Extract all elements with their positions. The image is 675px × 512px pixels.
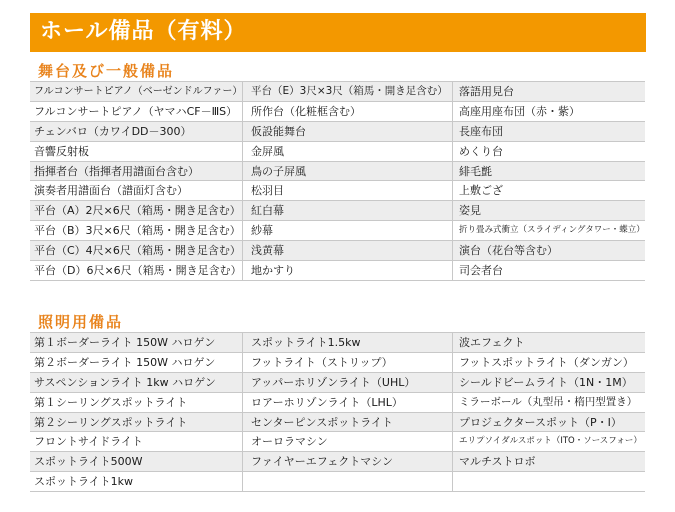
section-title-stage: 舞台及び一般備品 [38,62,175,80]
table-cell: 鳥の子屏風 [243,162,453,181]
table-cell: アッパーホリゾンライト（UHL） [243,373,453,392]
table-cell: 平台（C）4尺×6尺（箱馬・開き足含む） [30,241,243,260]
table-cell: 司会者台 [459,264,503,278]
lighting-equipment-table [30,332,645,492]
stage-equipment-table [30,81,645,281]
table-row [30,472,645,492]
table-cell: センターピンスポットライト [243,413,453,432]
table-cell: スポットライト1kw [30,472,243,491]
table-row [30,221,645,241]
table-cell: 音響反射板 [30,142,243,161]
table-cell: 高座用座布団（赤・紫） [459,104,580,118]
table-row [30,102,645,122]
table-cell: スポットライト500W [30,452,243,471]
section-title-lighting: 照明用備品 [38,313,124,331]
table-cell: 演台（花台等含む） [459,244,558,258]
table-cell: オーロラマシン [243,432,453,451]
table-cell: ロアーホリゾンライト（LHL） [243,393,453,412]
table-cell: サスペンションライト 1kw ハロゲン [30,373,243,392]
table-cell: スポットライト1.5kw [243,333,453,352]
table-cell: ファイヤーエフェクトマシン [243,452,453,471]
table-cell: 第２ボーダーライト 150W ハロゲン [30,353,243,372]
table-row [30,162,645,182]
table-cell: 所作台（化粧框含む） [243,102,453,121]
table-cell: シールドビームライト（1N・1M） [459,375,633,389]
table-cell: フットスポットライト（ダンガン） [459,355,634,369]
table-row [30,413,645,433]
table-cell: 松羽目 [243,181,453,200]
table-cell: フロントサイドライト [30,432,243,451]
table-row [30,261,645,281]
table-cell: マルチストロボ [459,455,536,469]
table-cell: めくり台 [459,144,503,158]
table-row [30,452,645,472]
table-cell: 姿見 [459,204,481,218]
table-cell: 第１ボーダーライト 150W ハロゲン [30,333,243,352]
table-row [30,333,645,353]
table-cell: フルコンサートピアノ（ヤマハCF－ⅢS） [30,102,243,121]
page-banner [30,13,646,52]
table-cell: 平台（E）3尺×3尺（箱馬・開き足含む） [243,82,453,101]
table-row [30,82,645,102]
table-cell: 紅白幕 [243,201,453,220]
table-cell: チェンバロ（カワイDD－300） [30,122,243,141]
table-cell: 浅黄幕 [243,241,453,260]
table-cell: 第１シーリングスポットライト [30,393,243,412]
table-cell: 平台（B）3尺×6尺（箱馬・開き足含む） [30,221,243,240]
table-cell [453,472,645,491]
table-row [30,432,645,452]
table-cell: エリプソイダルスポット（ITO・ソースフォー） [459,436,642,447]
table-cell: 金屏風 [243,142,453,161]
table-cell: 演奏者用譜面台（譜面灯含む） [30,181,243,200]
page-title: ホール備品（有料） [40,19,247,44]
table-row [30,181,645,201]
table-cell: 第２シーリングスポットライト [30,413,243,432]
table-cell: 波エフェクト [459,336,525,349]
table-cell: 仮設能舞台 [243,122,453,141]
table-cell: プロジェクタースポット（P・I） [459,415,622,429]
table-cell: 折り畳み式衝立（スライディングタワー・蝶立） [459,225,645,236]
table-cell: 平台（D）6尺×6尺（箱馬・開き足含む） [30,261,243,280]
table-cell: フルコンサートピアノ（ベーゼンドルファー） [30,82,243,101]
table-row [30,241,645,261]
table-cell: 地かすり [243,261,453,280]
table-cell: 指揮者台（指揮者用譜面台含む） [30,162,243,181]
table-row [30,122,645,142]
table-cell: 落語用見台 [459,85,514,98]
table-cell: ミラーボール（丸型吊・楕円型置き） [459,395,638,408]
table-cell: フットライト（ストリップ） [243,353,453,372]
table-cell: 紗幕 [243,221,453,240]
table-cell: 上敷ござ [459,184,503,198]
table-cell [243,472,453,491]
table-cell: 平台（A）2尺×6尺（箱馬・開き足含む） [30,201,243,220]
table-row [30,201,645,221]
table-cell: 緋毛氈 [459,164,492,178]
table-cell: 長座布団 [459,124,503,138]
table-row [30,142,645,162]
table-row [30,353,645,373]
table-row [30,373,645,393]
table-row [30,393,645,413]
